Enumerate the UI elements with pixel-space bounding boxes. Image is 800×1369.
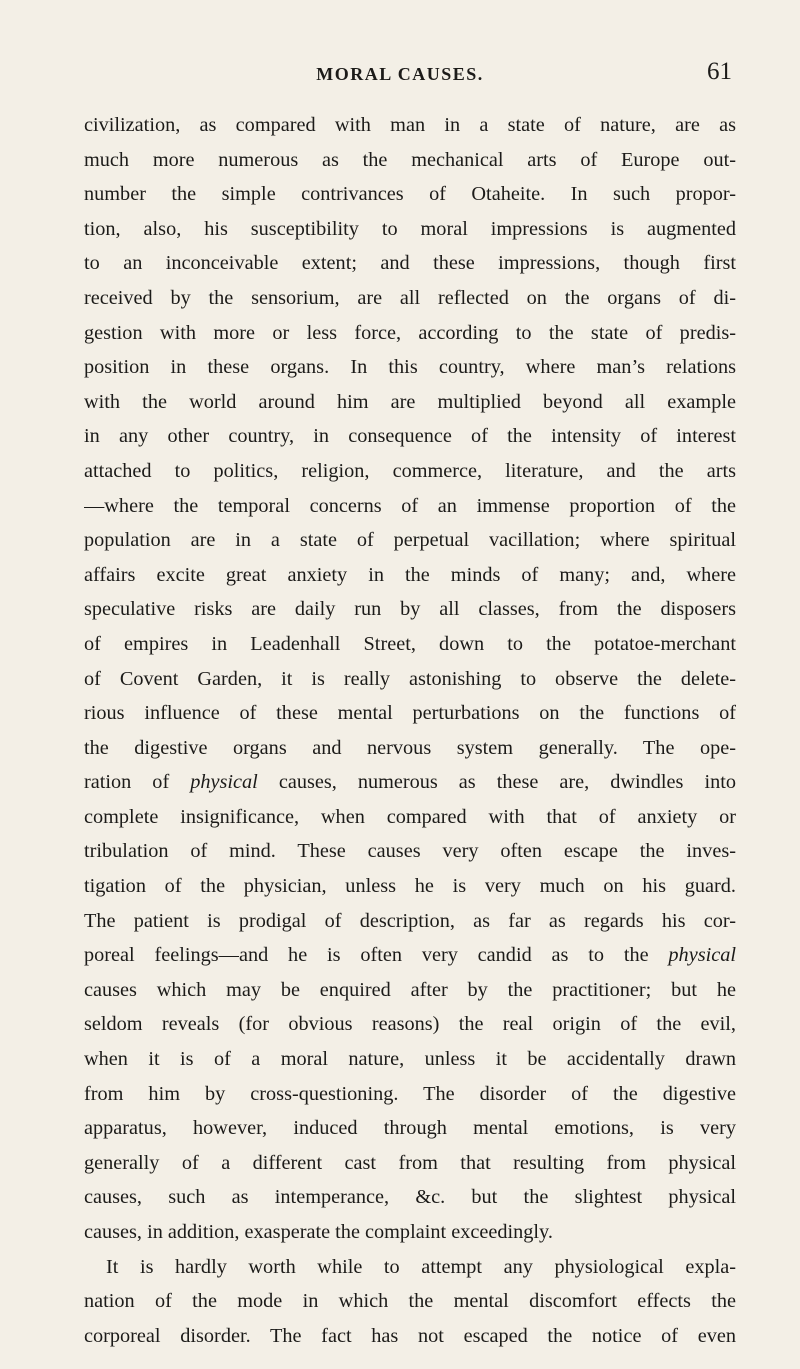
text-run: causes, numerous as these are, dwindles into xyxy=(257,771,736,794)
text-line: from him by cross-questioning. The disorder of the digestive xyxy=(84,1082,736,1105)
text-line: affairs excite great anxiety in the minds of many; and, where xyxy=(84,563,736,586)
text-line: speculative risks are daily run by all classes, from the disposers xyxy=(84,598,736,621)
text-line: seldom reveals (for obvious reasons) the real origin of the evil, xyxy=(84,1013,736,1036)
text-line: generally of a different cast from that resulting from physical xyxy=(84,1151,736,1174)
italic-emphasis: physical xyxy=(190,771,258,794)
text-line: number the simple contrivances of Otaheite. In such propor- xyxy=(84,183,736,206)
text-line: nation of the mode in which the mental discomfort effects the xyxy=(84,1290,736,1313)
text-line xyxy=(84,938,736,973)
text-line: —where the temporal concerns of an immense proportion of the xyxy=(84,494,736,517)
text-line: apparatus, however, induced through mental emotions, is very xyxy=(84,1117,736,1140)
text-line: to an inconceivable extent; and these impressions, though first xyxy=(84,252,736,275)
text-line: tion, also, his susceptibility to moral impressions is augmented xyxy=(84,217,736,240)
text-run: poreal feelings—and he is often very candid as to the xyxy=(84,944,669,967)
text-line: It is hardly worth while to attempt any physiological expla- xyxy=(106,1255,736,1278)
text-line: corporeal disorder. The fact has not escaped the notice of even xyxy=(84,1324,736,1347)
text-line: causes, in addition, exasperate the complaint exceedingly. xyxy=(84,1221,553,1243)
body-text xyxy=(84,108,736,1353)
text-line: gestion with more or less force, according to the state of predis- xyxy=(84,321,736,344)
text-line: position in these organs. In this country, where man’s relations xyxy=(84,356,736,379)
text-line: attached to politics, religion, commerce, literature, and the arts xyxy=(84,459,736,482)
text-line: tigation of the physician, unless he is very much on his guard. xyxy=(84,875,736,898)
text-line: causes, such as intemperance, &c. but the slightest physical xyxy=(84,1186,736,1209)
text-line: population are in a state of perpetual vacillation; where spiritual xyxy=(84,529,736,552)
text-run: ration of xyxy=(84,771,191,794)
text-line: with the world around him are multiplied beyond all example xyxy=(84,390,736,413)
text-line: in any other country, in consequence of the intensity of interest xyxy=(84,425,736,448)
text-line: of Covent Garden, it is really astonishing to observe the delete- xyxy=(84,667,736,690)
page-number: 61 xyxy=(707,58,732,85)
running-head xyxy=(0,0,800,120)
text-line: causes which may be enquired after by the practitioner; but he xyxy=(84,978,736,1001)
text-line: of empires in Leadenhall Street, down to the potatoe-merchant xyxy=(84,632,736,655)
italic-emphasis: physical xyxy=(668,944,736,967)
running-title: MORAL CAUSES. xyxy=(316,64,484,84)
text-line: received by the sensorium, are all reflected on the organs of di- xyxy=(84,286,736,309)
text-line: The patient is prodigal of description, as far as regards his cor- xyxy=(84,909,736,932)
text-line xyxy=(84,765,736,800)
text-line: complete insignificance, when compared with that of anxiety or xyxy=(84,805,736,828)
text-line: civilization, as compared with man in a state of nature, are as xyxy=(84,114,736,136)
text-line: tribulation of mind. These causes very often escape the inves- xyxy=(84,840,736,863)
text-line: much more numerous as the mechanical arts of Europe out- xyxy=(84,148,736,171)
text-line: when it is of a moral nature, unless it be accidentally drawn xyxy=(84,1048,736,1071)
text-line: the digestive organs and nervous system generally. The ope- xyxy=(84,736,736,759)
text-line: rious influence of these mental perturbations on the functions of xyxy=(84,702,736,725)
